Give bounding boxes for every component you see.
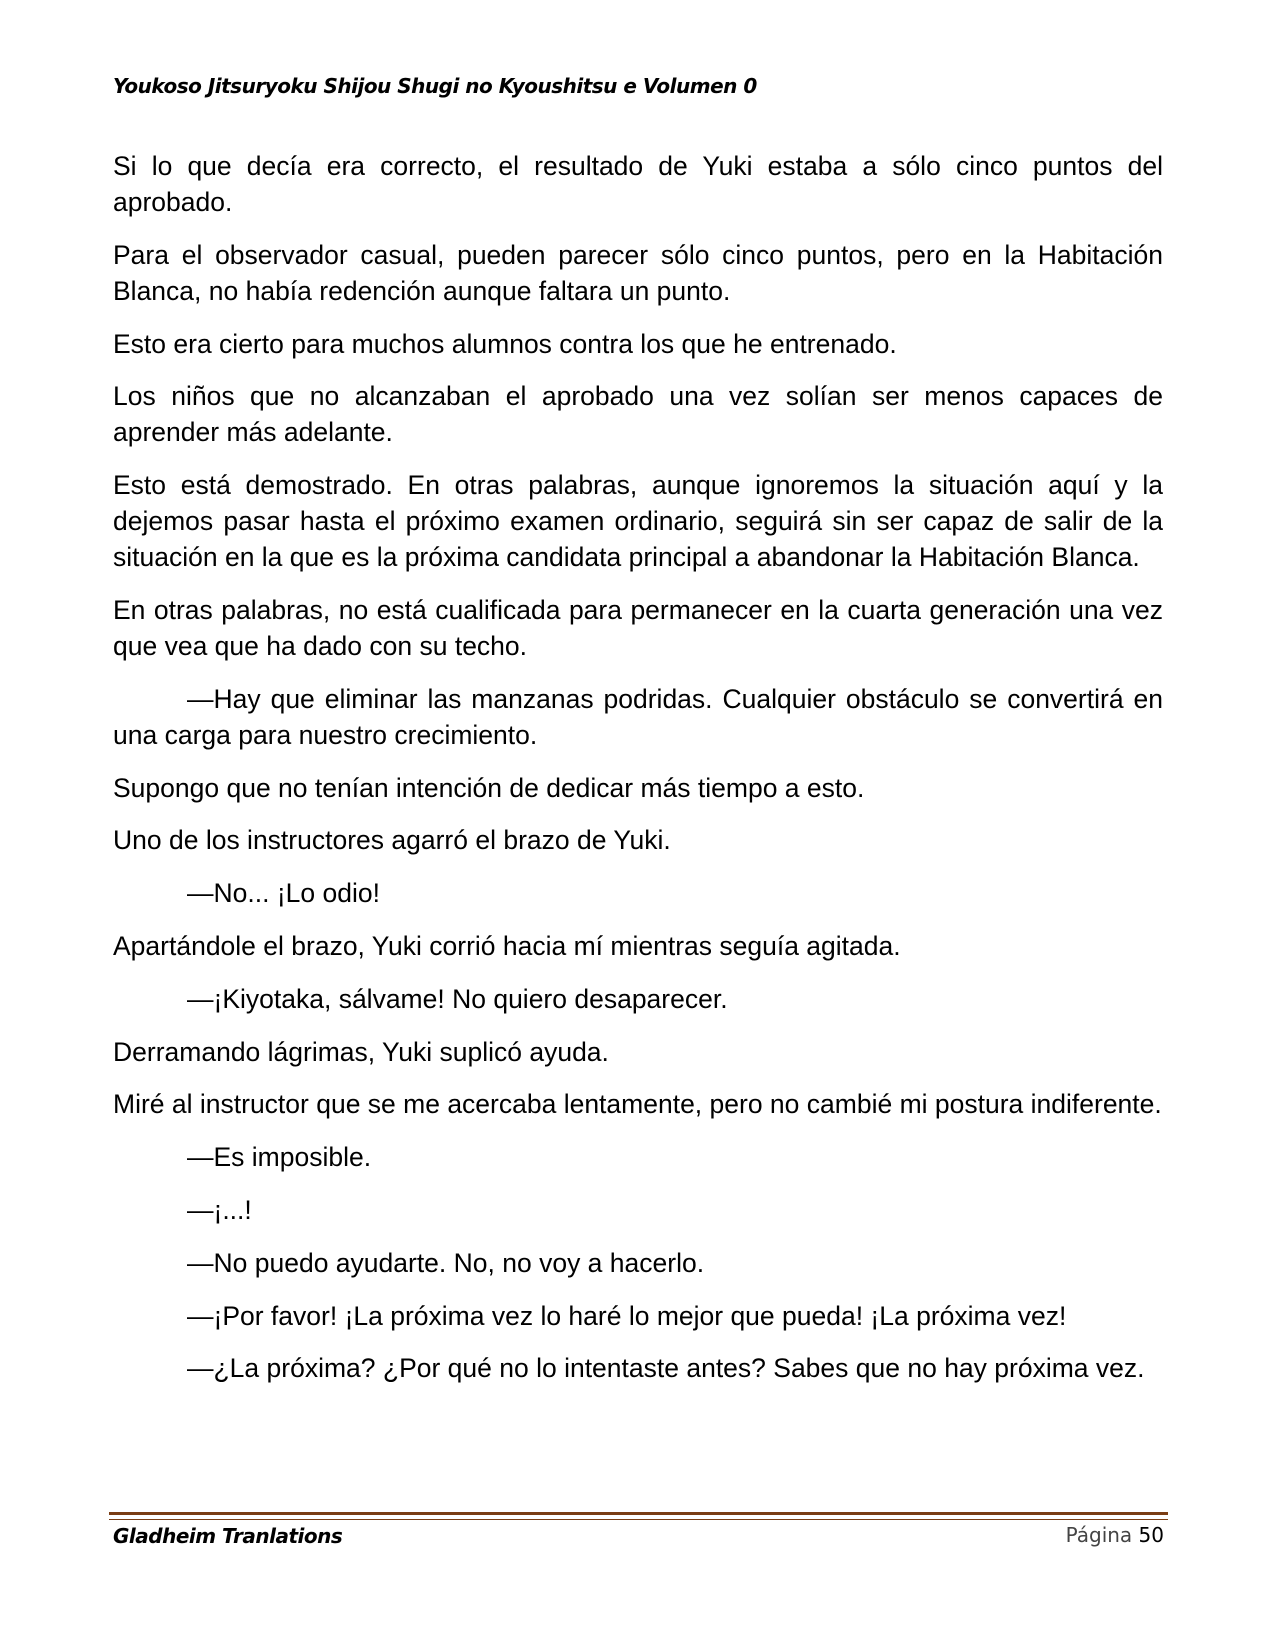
dialogue-line: —¡Kiyotaka, sálvame! No quiero desaparecer. bbox=[187, 983, 728, 1014]
dialogue-line: —¡...! bbox=[187, 1194, 252, 1225]
page-body bbox=[113, 148, 1163, 1403]
paragraph: Para el observador casual, pueden parecer sólo cinco puntos, pero en la Habitación Blanca, no había redención aunque faltara un punto. bbox=[113, 239, 1163, 306]
paragraph: Uno de los instructores agarró el brazo de Yuki. bbox=[113, 825, 671, 856]
paragraph: Los niños que no alcanzaban el aprobado una vez solían ser menos capaces de aprender más adelante. bbox=[113, 381, 1163, 448]
page-number: 50 bbox=[1138, 1523, 1164, 1547]
page-label: Página bbox=[1065, 1523, 1133, 1547]
paragraph: Esto está demostrado. En otras palabras, aunque ignoremos la situación aquí y la dejemos pasar hasta el próximo examen ordinario, seguirá sin ser capaz de salir de la situación en la que es la próxima candidata principal a abandonar la Habitación Blanca. bbox=[113, 470, 1163, 573]
paragraph: Apartándole el brazo, Yuki corrió hacia mí mientras seguía agitada. bbox=[113, 930, 901, 961]
dialogue-line: —¡Por favor! ¡La próxima vez lo haré lo mejor que pueda! ¡La próxima vez! bbox=[187, 1300, 1067, 1331]
paragraph: Supongo que no tenían intención de dedicar más tiempo a esto. bbox=[113, 772, 865, 803]
running-header-title: Youkoso Jitsuryoku Shijou Shugi no Kyoushitsu e Volumen 0 bbox=[113, 74, 757, 98]
dialogue-line: —No... ¡Lo odio! bbox=[187, 878, 380, 909]
paragraph: Miré al instructor que se me acercaba lentamente, pero no cambié mi postura indiferente. bbox=[113, 1089, 1162, 1120]
footer-divider bbox=[109, 1512, 1168, 1520]
footer-publisher: Gladheim Tranlations bbox=[113, 1524, 343, 1548]
paragraph: En otras palabras, no está cualificada para permanecer en la cuarta generación una vez que vea que ha dado con su techo. bbox=[113, 594, 1163, 661]
page-number-label bbox=[1066, 1523, 1164, 1547]
dialogue-line: —¿La próxima? ¿Por qué no lo intentaste antes? Sabes que no hay próxima vez. bbox=[187, 1353, 1145, 1384]
dialogue-line: —Hay que eliminar las manzanas podridas. Cualquier obstáculo se convertirá en una carga para nuestro crecimiento. bbox=[113, 683, 1163, 750]
paragraph: Si lo que decía era correcto, el resultado de Yuki estaba a sólo cinco puntos del aprobado. bbox=[113, 151, 1163, 217]
dialogue-line: —No puedo ayudarte. No, no voy a hacerlo. bbox=[187, 1247, 705, 1278]
paragraph: Derramando lágrimas, Yuki suplicó ayuda. bbox=[113, 1036, 609, 1067]
paragraph: Esto era cierto para muchos alumnos contra los que he entrenado. bbox=[113, 328, 897, 359]
dialogue-line: —Es imposible. bbox=[187, 1142, 372, 1173]
